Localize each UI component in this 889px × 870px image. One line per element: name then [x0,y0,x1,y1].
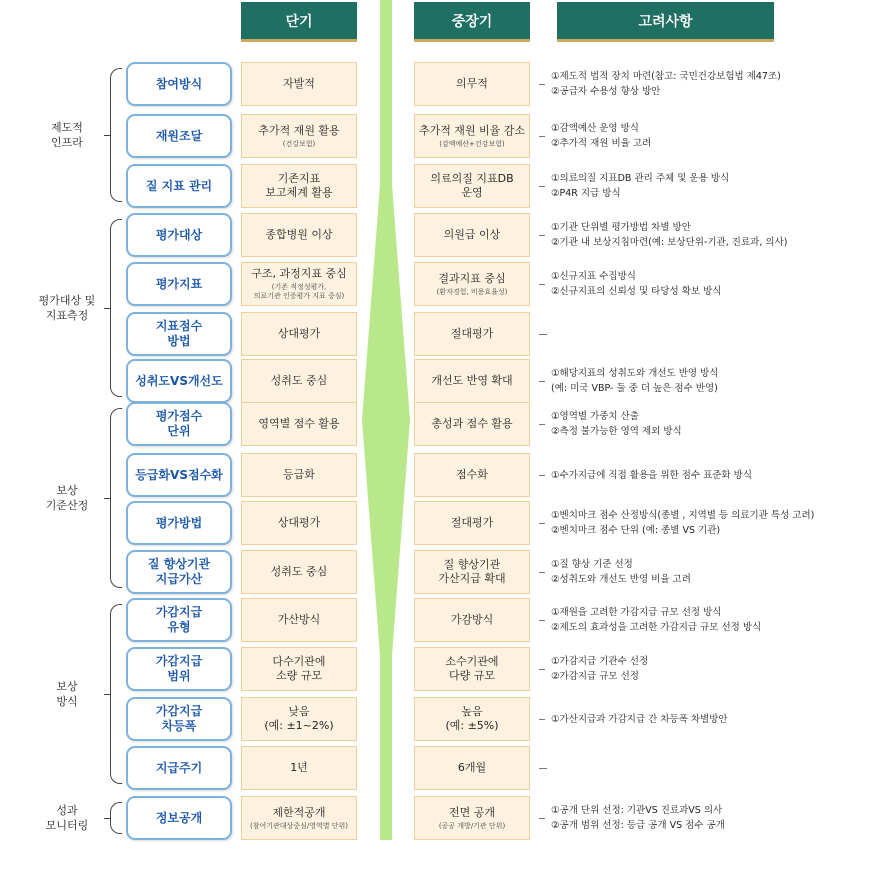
cell-text: 개선도 반영 확대 [431,374,513,387]
short-term-cell [241,262,357,306]
consideration-line: ②기관 내 보상지침마련(예: 보상단위-기관, 진료과, 의사) [551,237,788,248]
row-item-label: 성취도VS개선도 [126,359,232,403]
considerations-cell [539,62,884,106]
row-item-label: 가감지급 차등폭 [126,697,232,741]
cell-subtext: (참여기관대상중심/영역별 단위) [250,821,348,830]
cell-text: 높음 (예: ±5%) [445,705,499,732]
consideration-line: ②공급자 수용성 향상 방안 [551,86,661,97]
group-bracket [110,604,122,784]
cell-text: 6개월 [457,761,487,774]
mid-term-cell [414,213,530,257]
consideration-line: (예: 미국 VBP- 둘 중 더 높은 점수 반영) [551,383,718,394]
row-item-label: 가감지급 범위 [126,647,232,691]
cell-text: 가산방식 [277,613,321,626]
consideration-line: ①제도적 법적 장치 마련(참고: 국민건강보험법 제47조) [551,71,781,82]
arrow-shape [362,0,410,840]
consideration-line: ①해당지표의 성취도와 개선도 반영 방식 [551,368,719,379]
mid-term-cell [414,359,530,403]
cell-text: 점수화 [456,468,488,481]
row-item-label: 지급주기 [126,746,232,790]
short-term-cell [241,312,357,356]
row-item-label: 평가방법 [126,501,232,545]
consideration-line: ①가산지급과 가감지급 간 차등폭 차별방안 [551,713,728,725]
row-item-label: 질 지표 관리 [126,164,232,208]
short-term-cell [241,796,357,840]
considerations-cell [539,697,884,741]
row-item-label: 가감지급 유형 [126,598,232,642]
short-term-cell [241,697,357,741]
consideration-line: ②성취도와 개선도 반영 비율 고려 [551,574,691,585]
cell-text: 1년 [290,761,308,774]
consideration-line: ②P4R 지급 방식 [551,188,621,199]
short-term-cell [241,164,357,208]
consideration-line: ②추가적 재원 비율 고려 [551,138,652,149]
cell-subtext: (기존 적정성평가, 의료기관 인증평가 지표 중심) [253,283,345,300]
short-term-cell [241,213,357,257]
group-bracket [110,802,122,834]
short-term-cell [241,402,357,446]
mid-term-cell [414,402,530,446]
short-term-cell [241,647,357,691]
cell-text: 의무적 [456,77,488,90]
short-term-cell [241,359,357,403]
row-item-label: 재원조달 [126,114,232,158]
mid-term-cell [414,453,530,497]
row-item-label: 평가지표 [126,262,232,306]
cell-text: 등급화 [283,468,315,481]
short-term-cell [241,550,357,594]
cell-text: 추가적 재원 비율 감소 [418,123,526,137]
row-item-label: 질 향상기관 지급가산 [126,550,232,594]
consideration-line: ②벤치마크 점수 단위 (예: 종별 VS 기관) [551,525,721,536]
cell-text: 상대평가 [277,327,321,340]
cell-text: 가감방식 [450,613,494,626]
cell-text: 소수기관에 다량 규모 [445,655,499,682]
cell-text: 종합병원 이상 [265,228,333,241]
short-term-cell [241,114,357,158]
group-label: 보상 방식 [56,680,78,708]
considerations-cell [539,402,884,446]
cell-text: 추가적 재원 활용 [258,123,340,137]
mid-term-cell [414,647,530,691]
consideration-line: ①의료의질 지표DB 관리 주체 및 운용 방식 [551,173,730,184]
considerations-cell [539,746,884,790]
cell-text: 질 향상기관 가산지급 확대 [438,558,506,585]
row-item-label: 정보공개 [126,796,232,840]
mid-term-cell [414,598,530,642]
cell-text: 상대평가 [277,516,321,529]
considerations-cell [539,164,884,208]
mid-term-cell [414,501,530,545]
considerations-cell [539,501,884,545]
cell-text: 의료의질 지표DB 운영 [430,172,514,199]
cell-text: 절대평가 [450,516,494,529]
considerations-cell [539,796,884,840]
short-term-cell [241,598,357,642]
considerations-cell [539,359,884,403]
consideration-line: ①질 향상 기준 선정 [551,559,633,570]
consideration-line: ①기관 단위별 평가방법 차별 방안 [551,222,691,233]
row-item-label: 평가점수 단위 [126,402,232,446]
consideration-line: ①영역별 가중치 산출 [551,411,639,422]
row-item-label: 등급화VS점수화 [126,453,232,497]
consideration-line: ①수가지급에 직접 활용을 위한 점수 표준화 방식 [551,469,752,481]
group-bracket [110,219,122,397]
mid-term-cell [414,114,530,158]
consideration-line: ①가감지급 기관수 선정 [551,656,649,667]
considerations-cell [539,213,884,257]
header-short-term: 단기 [241,2,357,42]
short-term-cell [241,501,357,545]
row-item-label: 참여방식 [126,62,232,106]
considerations-cell [539,453,884,497]
considerations-cell [539,114,884,158]
considerations-cell [539,262,884,306]
transition-arrow [358,0,414,840]
group-label: 보상 기준산정 [45,484,89,512]
mid-term-cell [414,62,530,106]
cell-subtext: (환자경험, 비용효율성) [436,287,508,296]
short-term-cell [241,62,357,106]
considerations-cell [539,550,884,594]
consideration-line: ①벤치마크 점수 산정방식(종별 , 지역별 등 의료기관 특성 고려) [551,510,815,521]
group-bracket [110,68,122,202]
row-item-label: 평가대상 [126,213,232,257]
mid-term-cell [414,164,530,208]
cell-subtext: (감액예산+건강보험) [439,139,505,148]
consideration-line: ②공개 범위 선정: 등급 공개 VS 점수 공개 [551,820,725,831]
cell-subtext: (공공 개방/기관 단위) [438,821,506,830]
mid-term-cell [414,262,530,306]
cell-text: 기존지표 보고체계 활용 [265,172,333,199]
cell-text: 의원급 이상 [443,228,501,241]
consideration-line: ②측정 불가능한 영역 제외 방식 [551,426,682,437]
row-item-label: 지표점수 방법 [126,312,232,356]
consideration-line: ②제도의 효과성을 고려한 가감지급 규모 선정 방식 [551,622,762,633]
group-label: 성과 모니터링 [45,804,89,832]
cell-subtext: (건강보험) [282,139,316,148]
cell-text: 성취도 중심 [270,565,328,578]
cell-text: 다수기관에 소량 규모 [272,655,326,682]
cell-text: 전면 공개 [448,805,495,819]
consideration-line: ①감액예산 운영 방식 [551,123,639,134]
cell-text: 제한적공개 [272,805,326,819]
considerations-cell [539,647,884,691]
cell-text: 절대평가 [450,327,494,340]
considerations-cell [539,598,884,642]
group-label: 평가대상 및 지표측정 [38,294,96,322]
mid-term-cell [414,746,530,790]
mid-term-cell [414,697,530,741]
header-mid-long-term: 중장기 [414,2,530,42]
cell-text: 총성과 점수 활용 [431,417,513,430]
consideration-line: ②가감지급 규모 선정 [551,671,639,682]
header-considerations: 고려사항 [557,2,774,42]
mid-term-cell [414,796,530,840]
group-bracket [110,408,122,588]
group-label: 제도적 인프라 [51,121,83,149]
cell-text: 구조, 과정지표 중심 [251,267,347,280]
cell-text: 낮음 (예: ±1~2%) [264,705,334,732]
cell-text: 결과지표 중심 [438,271,506,285]
cell-text: 영역별 점수 활용 [258,417,340,430]
cell-text: 자발적 [283,77,315,90]
mid-term-cell [414,312,530,356]
consideration-line: ①재원을 고려한 가감지급 규모 선정 방식 [551,607,722,618]
cell-text: 성취도 중심 [270,374,328,387]
mid-term-cell [414,550,530,594]
consideration-line: ②신규지표의 신뢰성 및 타당성 확보 방식 [551,286,722,297]
short-term-cell [241,746,357,790]
consideration-line: ①공개 단위 선정: 기관VS 진료과VS 의사 [551,805,723,816]
short-term-cell [241,453,357,497]
consideration-line: ①신규지표 수집방식 [551,271,636,282]
considerations-cell [539,312,884,356]
